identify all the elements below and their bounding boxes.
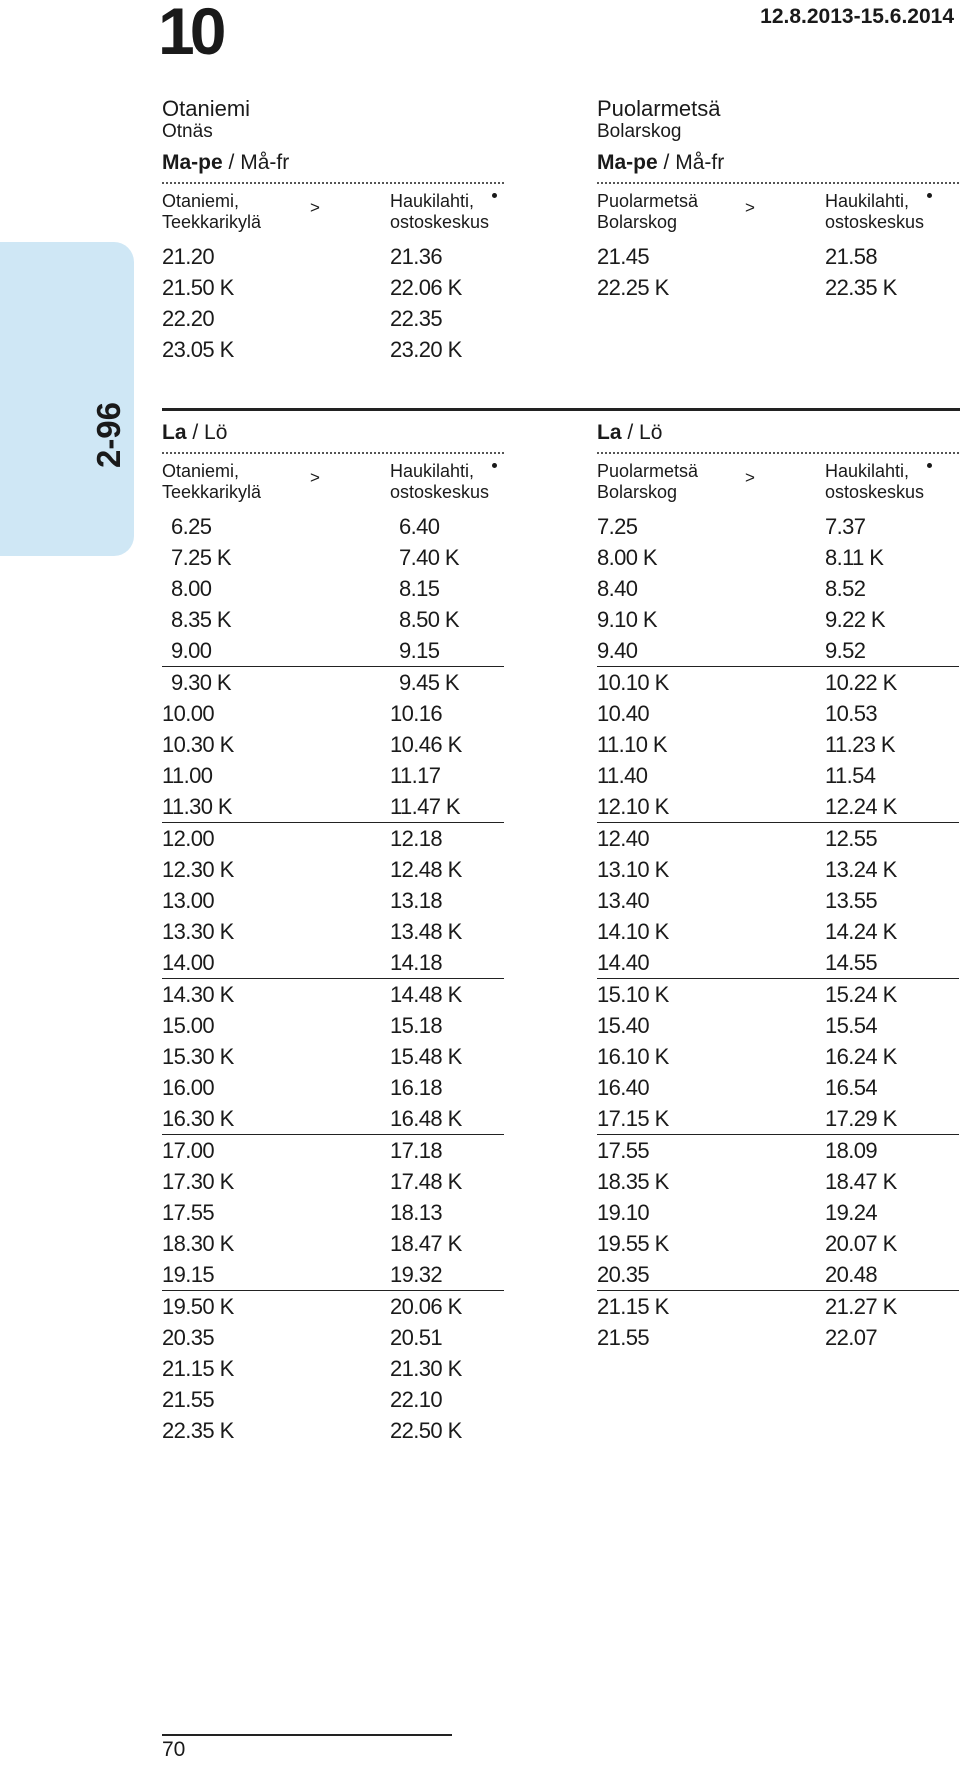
departure-time: 11.30 K: [162, 794, 233, 819]
day-label-fi: Ma-pe: [162, 151, 223, 174]
departure-time: 22.20: [162, 306, 215, 331]
arrival-time: 10.46 K: [390, 732, 462, 757]
departure-row: [162, 573, 504, 604]
departure-time: 6.25: [171, 514, 212, 539]
departure-row: [162, 604, 504, 635]
departure-row: [162, 272, 504, 303]
arrival-time: 8.15: [399, 576, 440, 601]
departure-row: [597, 542, 959, 573]
arrival-time: 22.50 K: [390, 1418, 462, 1443]
arrival-time: 20.07 K: [825, 1231, 897, 1256]
arrival-time: 9.22 K: [825, 607, 886, 632]
departure-time: 7.25: [597, 514, 638, 539]
departure-row: [597, 1010, 959, 1041]
departure-time: 21.50 K: [162, 275, 234, 300]
departure-row: [597, 1041, 959, 1072]
route-number: 10: [158, 0, 222, 68]
departure-time: 23.05 K: [162, 337, 234, 362]
arrival-time: 17.29 K: [825, 1106, 897, 1131]
arrival-time: 16.24 K: [825, 1044, 897, 1069]
departure-time: 21.55: [162, 1387, 215, 1412]
arrival-time: 21.27 K: [825, 1294, 897, 1319]
departure-time: 8.00 K: [597, 545, 658, 570]
arrival-time: 12.55: [825, 826, 878, 851]
day-header: [162, 421, 504, 454]
arrival-time: 11.23 K: [825, 732, 896, 757]
departure-row: [597, 791, 959, 823]
departure-row: [162, 1010, 504, 1041]
stop-headers: [162, 461, 504, 511]
to-stop: Haukilahti, ostoskeskus: [390, 191, 490, 232]
to-stop: Haukilahti, ostoskeskus: [390, 461, 490, 502]
timing-point-dot-icon: [492, 463, 497, 468]
departure-time: 11.10 K: [597, 732, 668, 757]
departure-row: [597, 1228, 959, 1259]
from-stop: Puolarmetsä Bolarskog: [597, 461, 699, 502]
departure-time: 21.20: [162, 244, 215, 269]
departure-row: [597, 1166, 959, 1197]
departure-row: [162, 334, 504, 365]
departure-time: 8.00: [171, 576, 212, 601]
stop-headers: [597, 191, 959, 241]
arrival-time: 9.52: [825, 638, 866, 663]
from-stop: Puolarmetsä Bolarskog: [597, 191, 699, 232]
timing-point-dot-icon: [492, 193, 497, 198]
arrival-time: 8.52: [825, 576, 866, 601]
departure-time: 15.40: [597, 1013, 650, 1038]
arrival-time: 22.07: [825, 1325, 878, 1350]
departure-row: [162, 1259, 504, 1291]
day-label-sv: Lö: [204, 421, 228, 444]
side-tab: [0, 242, 134, 556]
departure-row: [597, 854, 959, 885]
arrival-time: 19.32: [390, 1262, 443, 1287]
departure-row: [162, 698, 504, 729]
arrow-icon: >: [745, 468, 755, 487]
departure-row: [162, 823, 504, 854]
departure-time: 16.30 K: [162, 1106, 234, 1131]
departure-row: [597, 667, 959, 698]
day-header: [162, 151, 504, 184]
departure-time: 13.30 K: [162, 919, 234, 944]
departure-time: 14.00: [162, 950, 215, 975]
arrival-time: 15.24 K: [825, 982, 897, 1007]
departure-time: 13.00: [162, 888, 215, 913]
origin-name-sv: Bolarskog: [597, 121, 682, 142]
departure-row: [597, 635, 959, 667]
page-number: 70: [162, 1738, 186, 1761]
section-divider: [162, 408, 960, 411]
arrival-time: 22.06 K: [390, 275, 462, 300]
departure-time: 13.40: [597, 888, 650, 913]
departure-time: 19.50 K: [162, 1294, 234, 1319]
arrival-time: 18.47 K: [825, 1169, 897, 1194]
departure-time: 22.35 K: [162, 1418, 234, 1443]
departure-time: 18.30 K: [162, 1231, 234, 1256]
departure-row: [162, 947, 504, 979]
departure-time: 14.30 K: [162, 982, 234, 1007]
footer-rule: [162, 1734, 452, 1736]
arrival-time: 17.18: [390, 1138, 443, 1163]
departure-row: [597, 272, 959, 303]
arrow-icon: >: [745, 198, 755, 217]
arrival-time: 21.36: [390, 244, 443, 269]
departure-time: 16.40: [597, 1075, 650, 1100]
departure-time: 21.55: [597, 1325, 650, 1350]
origin-name: Otaniemi: [162, 96, 251, 121]
departure-time: 8.40: [597, 576, 638, 601]
departure-row: [162, 511, 504, 542]
departure-row: [597, 1291, 959, 1322]
departure-time: 16.00: [162, 1075, 215, 1100]
departure-row: [162, 916, 504, 947]
arrival-time: 14.55: [825, 950, 878, 975]
arrival-time: 14.18: [390, 950, 443, 975]
saturday-right-column: [597, 421, 959, 1353]
departure-row: [597, 1322, 959, 1353]
arrival-time: 21.58: [825, 244, 878, 269]
day-separator: /: [192, 421, 199, 444]
arrival-time: 22.35 K: [825, 275, 897, 300]
day-label-fi: La: [162, 421, 187, 444]
departure-row: [597, 241, 959, 272]
side-tab-label: 2-96: [90, 401, 127, 469]
departure-time: 17.55: [162, 1200, 215, 1225]
departure-time: 12.00: [162, 826, 215, 851]
departure-row: [597, 1197, 959, 1228]
departure-row: [597, 511, 959, 542]
departure-row: [162, 760, 504, 791]
arrival-time: 18.13: [390, 1200, 443, 1225]
departure-time: 21.15 K: [162, 1356, 234, 1381]
departure-time: 17.00: [162, 1138, 215, 1163]
departure-time: 19.10: [597, 1200, 650, 1225]
arrival-time: 22.35: [390, 306, 443, 331]
day-separator: /: [663, 151, 670, 174]
arrival-time: 19.24: [825, 1200, 878, 1225]
departure-row: [597, 823, 959, 854]
arrival-time: 11.17: [390, 763, 441, 788]
departure-row: [597, 698, 959, 729]
departure-row: [162, 1322, 504, 1353]
departure-time: 21.15 K: [597, 1294, 669, 1319]
departure-time: 10.30 K: [162, 732, 234, 757]
departure-time: 19.55 K: [597, 1231, 669, 1256]
arrival-time: 17.48 K: [390, 1169, 462, 1194]
to-stop: Haukilahti, ostoskeskus: [825, 191, 925, 232]
arrival-time: 7.40 K: [399, 545, 460, 570]
departure-list: [597, 511, 959, 1353]
departure-time: 20.35: [597, 1262, 650, 1287]
departure-row: [597, 760, 959, 791]
arrival-time: 13.24 K: [825, 857, 897, 882]
departure-time: 17.15 K: [597, 1106, 669, 1131]
arrival-time: 22.10: [390, 1387, 443, 1412]
arrival-time: 8.11 K: [825, 545, 884, 570]
arrival-time: 9.45 K: [399, 670, 460, 695]
arrival-time: 13.55: [825, 888, 878, 913]
departure-time: 7.25 K: [171, 545, 232, 570]
day-header: [597, 151, 959, 184]
day-label-sv: Lö: [639, 421, 663, 444]
departure-row: [162, 1197, 504, 1228]
arrival-time: 10.16: [390, 701, 443, 726]
departure-time: 15.10 K: [597, 982, 669, 1007]
arrow-icon: >: [310, 468, 320, 487]
departure-row: [162, 1353, 504, 1384]
from-stop: Otaniemi, Teekkarikylä: [162, 461, 262, 502]
departure-row: [162, 979, 504, 1010]
departure-time: 14.10 K: [597, 919, 669, 944]
departure-time: 10.00: [162, 701, 215, 726]
arrival-time: 10.22 K: [825, 670, 897, 695]
departure-time: 19.15: [162, 1262, 215, 1287]
departure-time: 13.10 K: [597, 857, 669, 882]
arrival-time: 20.51: [390, 1325, 443, 1350]
weekday-right-column: [597, 97, 959, 303]
arrival-time: 15.48 K: [390, 1044, 462, 1069]
departure-row: [597, 885, 959, 916]
arrival-time: 8.50 K: [399, 607, 460, 632]
departure-time: 15.00: [162, 1013, 215, 1038]
departure-time: 14.40: [597, 950, 650, 975]
arrival-time: 7.37: [825, 514, 866, 539]
day-label-fi: La: [597, 421, 622, 444]
departure-list: [597, 241, 959, 303]
departure-row: [162, 303, 504, 334]
departure-time: 9.40: [597, 638, 638, 663]
departure-time: 10.10 K: [597, 670, 669, 695]
departure-time: 10.40: [597, 701, 650, 726]
departure-row: [597, 729, 959, 760]
departure-row: [162, 667, 504, 698]
stop-headers: [162, 191, 504, 241]
day-label-sv: Må-fr: [240, 151, 290, 174]
stop-headers: [597, 461, 959, 511]
arrival-time: 10.53: [825, 701, 878, 726]
arrival-time: 13.48 K: [390, 919, 462, 944]
departure-row: [597, 1259, 959, 1291]
departure-row: [597, 604, 959, 635]
arrival-time: 9.15: [399, 638, 440, 663]
arrival-time: 21.30 K: [390, 1356, 462, 1381]
departure-row: [162, 1415, 504, 1446]
departure-time: 9.10 K: [597, 607, 658, 632]
arrival-time: 20.06 K: [390, 1294, 462, 1319]
departure-time: 8.35 K: [171, 607, 232, 632]
departure-row: [162, 1135, 504, 1166]
departure-row: [597, 1103, 959, 1135]
departure-time: 11.00: [162, 763, 213, 788]
timing-point-dot-icon: [927, 463, 932, 468]
departure-time: 20.35: [162, 1325, 215, 1350]
departure-time: 16.10 K: [597, 1044, 669, 1069]
departure-list: [162, 511, 504, 1446]
arrival-time: 23.20 K: [390, 337, 462, 362]
departure-list: [162, 241, 504, 365]
departure-time: 9.00: [171, 638, 212, 663]
departure-time: 17.55: [597, 1138, 650, 1163]
saturday-left-column: [162, 421, 504, 1446]
arrival-time: 11.47 K: [390, 794, 461, 819]
arrival-time: 15.54: [825, 1013, 878, 1038]
departure-row: [597, 979, 959, 1010]
arrival-time: 16.18: [390, 1075, 443, 1100]
origin-name: Puolarmetsä: [597, 96, 721, 121]
arrival-time: 16.48 K: [390, 1106, 462, 1131]
validity-period: 12.8.2013-15.6.2014: [760, 5, 954, 28]
departure-time: 21.45: [597, 244, 650, 269]
departure-time: 22.25 K: [597, 275, 669, 300]
departure-row: [597, 916, 959, 947]
arrival-time: 14.24 K: [825, 919, 897, 944]
departure-row: [162, 885, 504, 916]
departure-row: [162, 542, 504, 573]
departure-time: 12.40: [597, 826, 650, 851]
departure-row: [162, 1166, 504, 1197]
departure-row: [162, 1041, 504, 1072]
day-header: [597, 421, 959, 454]
arrow-icon: >: [310, 198, 320, 217]
departure-time: 9.30 K: [171, 670, 232, 695]
arrival-time: 6.40: [399, 514, 440, 539]
weekday-left-column: [162, 97, 504, 365]
day-label-sv: Må-fr: [675, 151, 725, 174]
origin-name-sv: Otnäs: [162, 121, 213, 142]
arrival-time: 16.54: [825, 1075, 878, 1100]
day-separator: /: [627, 421, 634, 444]
arrival-time: 18.09: [825, 1138, 878, 1163]
departure-row: [162, 1291, 504, 1322]
departure-time: 15.30 K: [162, 1044, 234, 1069]
arrival-time: 12.24 K: [825, 794, 897, 819]
day-label-fi: Ma-pe: [597, 151, 658, 174]
arrival-time: 14.48 K: [390, 982, 462, 1007]
departure-row: [162, 241, 504, 272]
to-stop: Haukilahti, ostoskeskus: [825, 461, 925, 502]
departure-row: [162, 1103, 504, 1135]
departure-row: [162, 635, 504, 667]
departure-row: [162, 1384, 504, 1415]
arrival-time: 15.18: [390, 1013, 443, 1038]
departure-row: [597, 1135, 959, 1166]
timing-point-dot-icon: [927, 193, 932, 198]
departure-row: [162, 729, 504, 760]
arrival-time: 18.47 K: [390, 1231, 462, 1256]
arrival-time: 11.54: [825, 763, 876, 788]
day-separator: /: [228, 151, 235, 174]
departure-time: 18.35 K: [597, 1169, 669, 1194]
departure-time: 11.40: [597, 763, 648, 788]
departure-time: 12.10 K: [597, 794, 669, 819]
departure-row: [162, 1228, 504, 1259]
departure-time: 12.30 K: [162, 857, 234, 882]
departure-row: [162, 791, 504, 823]
departure-time: 17.30 K: [162, 1169, 234, 1194]
arrival-time: 12.18: [390, 826, 443, 851]
departure-row: [162, 1072, 504, 1103]
departure-row: [162, 854, 504, 885]
departure-row: [597, 1072, 959, 1103]
from-stop: Otaniemi, Teekkarikylä: [162, 191, 262, 232]
departure-row: [597, 573, 959, 604]
arrival-time: 12.48 K: [390, 857, 462, 882]
arrival-time: 13.18: [390, 888, 443, 913]
arrival-time: 20.48: [825, 1262, 878, 1287]
departure-row: [597, 947, 959, 979]
